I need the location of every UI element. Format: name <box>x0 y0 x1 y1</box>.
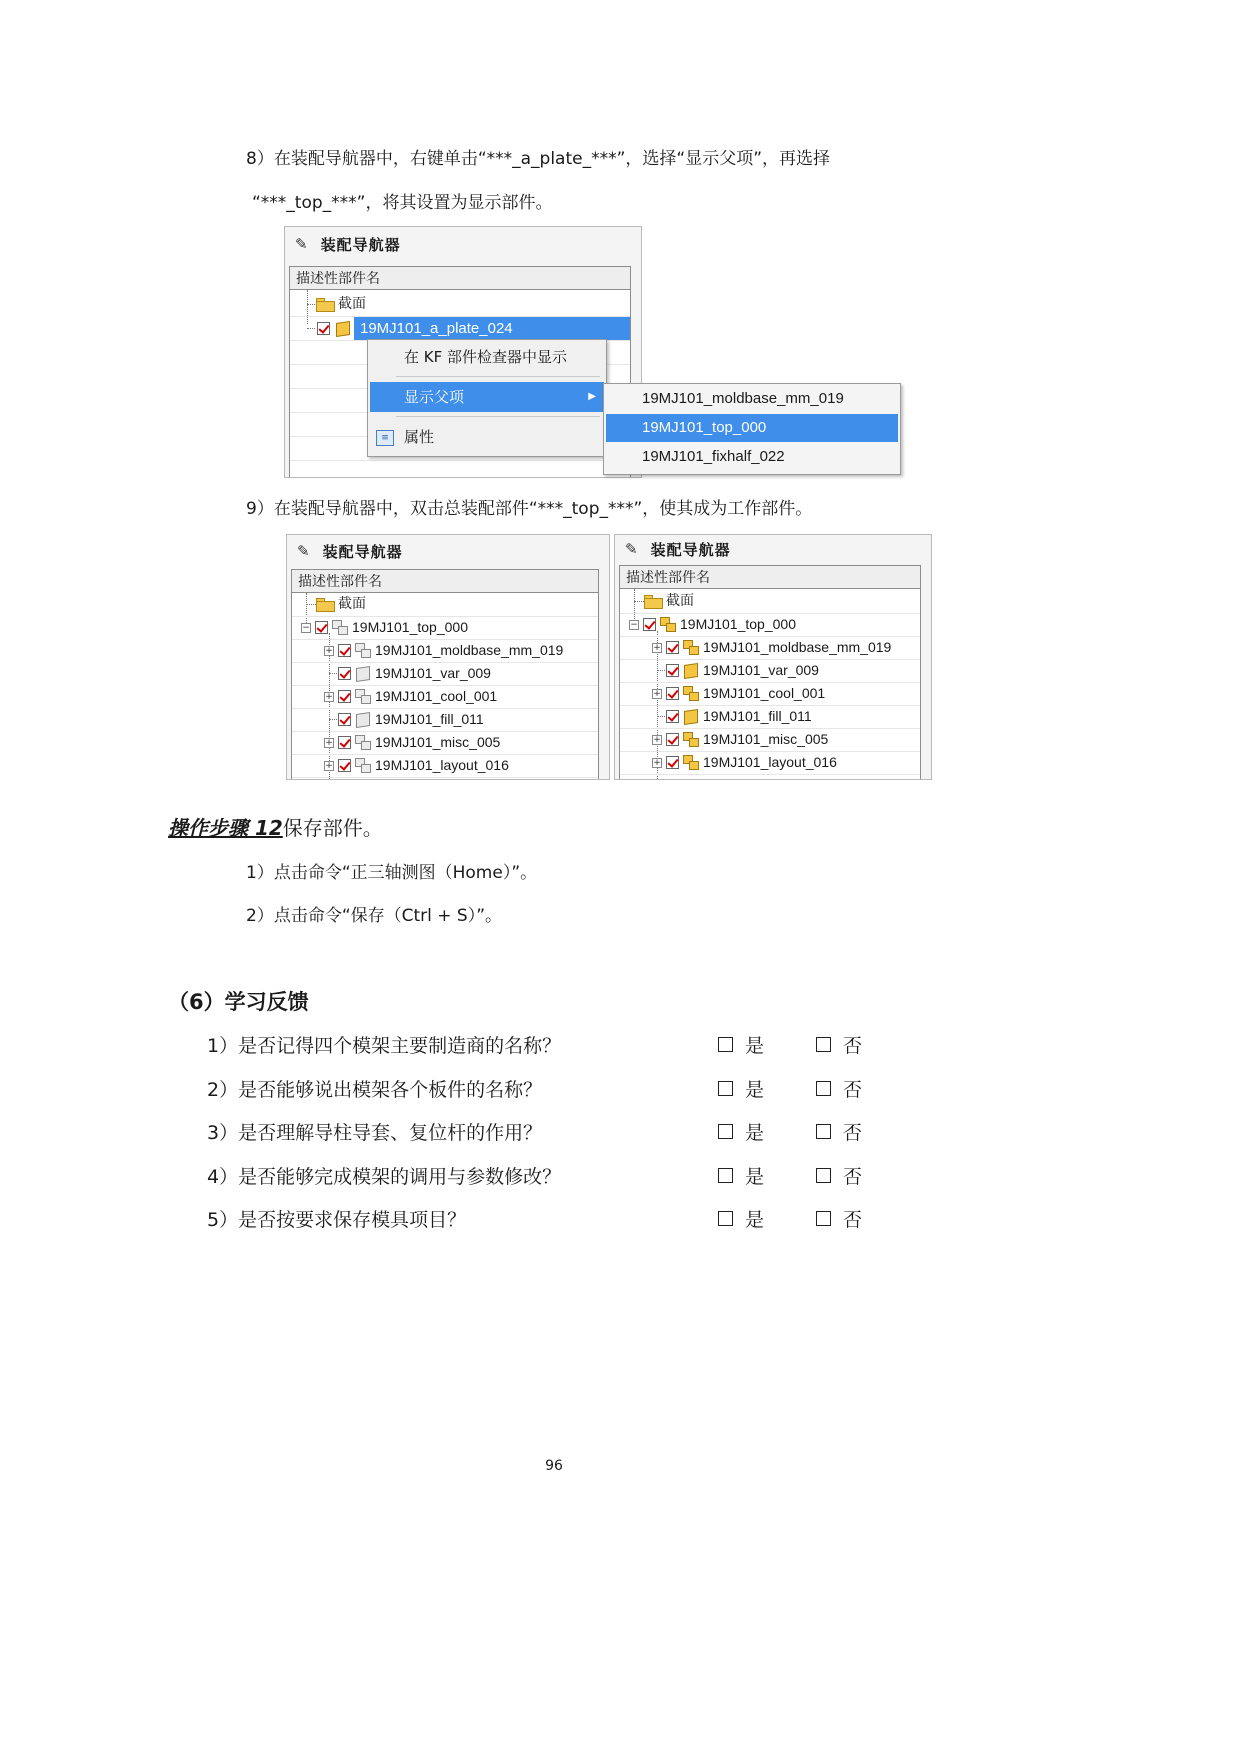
assembly-navigator-before <box>286 534 610 780</box>
step12-heading <box>168 812 383 841</box>
assembly-icon <box>355 735 371 749</box>
step12-label: 操作步骤 12 <box>168 816 283 840</box>
tree-row-fill[interactable]: 19MJ101_fill_011 <box>292 708 598 732</box>
assembly-icon <box>683 640 699 654</box>
step8-line1: 8）在装配导航器中，右键单击“***_a_plate_***”，选择“显示父项”，再选择 <box>246 149 831 169</box>
expand-icon[interactable]: + <box>325 692 333 702</box>
folder-icon <box>644 595 662 607</box>
feedback-question-3: 3）是否理解导柱导套、复位杆的作用？ <box>207 1122 543 1144</box>
tree-row-label-selected: 19MJ101_a_plate_024 <box>354 317 630 340</box>
menu-separator <box>396 416 600 417</box>
step8-line2: “***_top_***”，将其设置为显示部件。 <box>252 193 553 213</box>
checkbox-icon[interactable] <box>816 1037 831 1052</box>
context-menu <box>367 339 607 457</box>
expand-icon[interactable]: + <box>653 643 661 653</box>
step12-sub1: 1）点击命令“正三轴测图（Home）”。 <box>246 863 538 883</box>
collapse-icon[interactable]: − <box>302 623 310 633</box>
answer-yes-2[interactable]: 是 <box>718 1075 764 1102</box>
navigator-pin-icon[interactable]: ✎ <box>297 542 311 560</box>
answer-no-5[interactable]: 否 <box>816 1205 862 1232</box>
visibility-checkbox[interactable] <box>338 713 351 726</box>
visibility-checkbox[interactable] <box>666 756 679 769</box>
navigator-pin-icon[interactable]: ✎ <box>295 235 309 253</box>
visibility-checkbox[interactable] <box>666 733 679 746</box>
assembly-icon <box>355 689 371 703</box>
visibility-checkbox[interactable] <box>338 690 351 703</box>
visibility-checkbox[interactable] <box>643 618 656 631</box>
menu-item-properties[interactable]: ≡ 属性 <box>370 422 604 452</box>
navigator-title-bar <box>285 227 641 261</box>
visibility-checkbox[interactable] <box>666 664 679 677</box>
part-cube-icon <box>684 709 698 725</box>
assembly-icon <box>683 755 699 769</box>
menu-separator <box>396 376 600 377</box>
visibility-checkbox[interactable] <box>666 641 679 654</box>
feedback-heading: （6）学习反馈 <box>168 990 309 1014</box>
tree-row-top[interactable]: − 19MJ101_top_000 <box>292 616 598 640</box>
column-header-part-name[interactable]: 描述性部件名 <box>291 569 599 593</box>
properties-icon: ≡ <box>376 430 394 446</box>
tree-row-layout[interactable]: + 19MJ101_layout_016 <box>620 751 920 775</box>
navigator-title: 装配导航器 <box>322 542 403 561</box>
tree-row-section[interactable]: 截面 <box>292 593 598 617</box>
tree-row-misc[interactable]: + 19MJ101_misc_005 <box>620 728 920 752</box>
menu-item-show-parent[interactable]: 显示父项 ▶ <box>370 382 604 412</box>
feedback-question-5: 5）是否按要求保存模具项目？ <box>207 1209 467 1231</box>
submenu-arrow-icon: ▶ <box>588 391 596 402</box>
tree-row-a-plate[interactable] <box>290 317 630 341</box>
visibility-checkbox[interactable] <box>666 710 679 723</box>
tree-row-cool[interactable]: + 19MJ101_cool_001 <box>292 685 598 709</box>
assembly-icon <box>332 620 348 634</box>
expand-icon[interactable]: + <box>653 689 661 699</box>
feedback-question-4: 4）是否能够完成模架的调用与参数修改？ <box>207 1166 562 1188</box>
checkbox-icon[interactable] <box>816 1168 831 1183</box>
tree-row-layout[interactable]: + 19MJ101_layout_016 <box>292 754 598 778</box>
visibility-checkbox[interactable] <box>666 687 679 700</box>
expand-icon[interactable]: + <box>653 735 661 745</box>
answer-no-3[interactable]: 否 <box>816 1118 862 1145</box>
part-cube-icon <box>684 663 698 679</box>
tree-row-moldbase[interactable]: + 19MJ101_moldbase_mm_019 <box>620 636 920 660</box>
tree-row-section[interactable] <box>290 293 630 317</box>
tree-row-section[interactable]: 截面 <box>620 590 920 614</box>
expand-icon[interactable]: + <box>325 738 333 748</box>
column-header-part-name[interactable]: 描述性部件名 <box>619 565 921 589</box>
feedback-question-2: 2）是否能够说出模架各个板件的名称？ <box>207 1079 543 1101</box>
submenu-parents <box>603 383 901 475</box>
assembly-icon <box>683 686 699 700</box>
checkbox-icon[interactable] <box>718 1037 733 1052</box>
submenu-item-fixhalf[interactable]: 19MJ101_fixhalf_022 <box>642 448 785 465</box>
part-cube-icon <box>336 321 350 337</box>
tree-row-var[interactable]: 19MJ101_var_009 <box>292 662 598 686</box>
step12-sub2: 2）点击命令“保存（Ctrl + S）”。 <box>246 906 503 926</box>
submenu-item-top[interactable]: 19MJ101_top_000 <box>606 414 898 442</box>
visibility-checkbox[interactable] <box>315 621 328 634</box>
expand-icon[interactable]: + <box>325 761 333 771</box>
visibility-checkbox[interactable] <box>338 759 351 772</box>
navigator-pin-icon[interactable]: ✎ <box>625 540 639 558</box>
checkbox-icon[interactable] <box>718 1168 733 1183</box>
checkbox-icon[interactable] <box>718 1124 733 1139</box>
assembly-icon <box>683 732 699 746</box>
step9-line: 9）在装配导航器中，双击总装配部件“***_top_***”，使其成为工作部件。 <box>246 499 813 519</box>
column-header-part-name[interactable]: 描述性部件名 <box>289 266 631 290</box>
step12-text: 保存部件。 <box>282 816 383 840</box>
visibility-checkbox[interactable] <box>338 736 351 749</box>
tree-row-cool[interactable]: + 19MJ101_cool_001 <box>620 682 920 706</box>
feedback-question-1: 1）是否记得四个模架主要制造商的名称？ <box>207 1035 562 1057</box>
folder-icon <box>316 298 334 310</box>
expand-icon[interactable]: + <box>653 758 661 768</box>
page-number: 96 <box>545 1458 563 1474</box>
checkbox-icon[interactable] <box>718 1211 733 1226</box>
tree-row-misc[interactable]: + 19MJ101_misc_005 <box>292 731 598 755</box>
folder-icon <box>316 598 334 610</box>
assembly-icon <box>355 758 371 772</box>
answer-no-1[interactable]: 否 <box>816 1031 862 1058</box>
navigator-title: 装配导航器 <box>650 540 731 559</box>
answer-no-2[interactable]: 否 <box>816 1075 862 1102</box>
expand-icon[interactable]: + <box>325 646 333 656</box>
tree-row-fill[interactable]: 19MJ101_fill_011 <box>620 705 920 729</box>
assembly-icon <box>355 643 371 657</box>
part-cube-icon <box>356 712 370 728</box>
answer-yes-1[interactable]: 是 <box>718 1031 764 1058</box>
answer-yes-5[interactable]: 是 <box>718 1205 764 1232</box>
checkbox-icon[interactable] <box>816 1081 831 1096</box>
assembly-navigator-after <box>614 534 932 780</box>
checkbox-icon[interactable] <box>718 1081 733 1096</box>
answer-no-4[interactable]: 否 <box>816 1162 862 1189</box>
submenu-item-moldbase[interactable]: 19MJ101_moldbase_mm_019 <box>642 390 844 407</box>
tree-row-label: 截面 <box>338 296 366 312</box>
answer-yes-3[interactable]: 是 <box>718 1118 764 1145</box>
tree-row-var[interactable]: 19MJ101_var_009 <box>620 659 920 683</box>
menu-item-kf-inspector[interactable]: 在 KF 部件检查器中显示 <box>404 348 568 366</box>
checkbox-icon[interactable] <box>816 1211 831 1226</box>
part-cube-icon <box>356 666 370 682</box>
answer-yes-4[interactable]: 是 <box>718 1162 764 1189</box>
assembly-icon <box>660 617 676 631</box>
tree-row-moldbase[interactable]: + 19MJ101_moldbase_mm_019 <box>292 639 598 663</box>
visibility-checkbox[interactable] <box>338 667 351 680</box>
tree-row-top[interactable]: − 19MJ101_top_000 <box>620 613 920 637</box>
navigator-title: 装配导航器 <box>320 235 401 254</box>
visibility-checkbox[interactable] <box>317 322 330 335</box>
checkbox-icon[interactable] <box>816 1124 831 1139</box>
collapse-icon[interactable]: − <box>630 620 638 630</box>
visibility-checkbox[interactable] <box>338 644 351 657</box>
